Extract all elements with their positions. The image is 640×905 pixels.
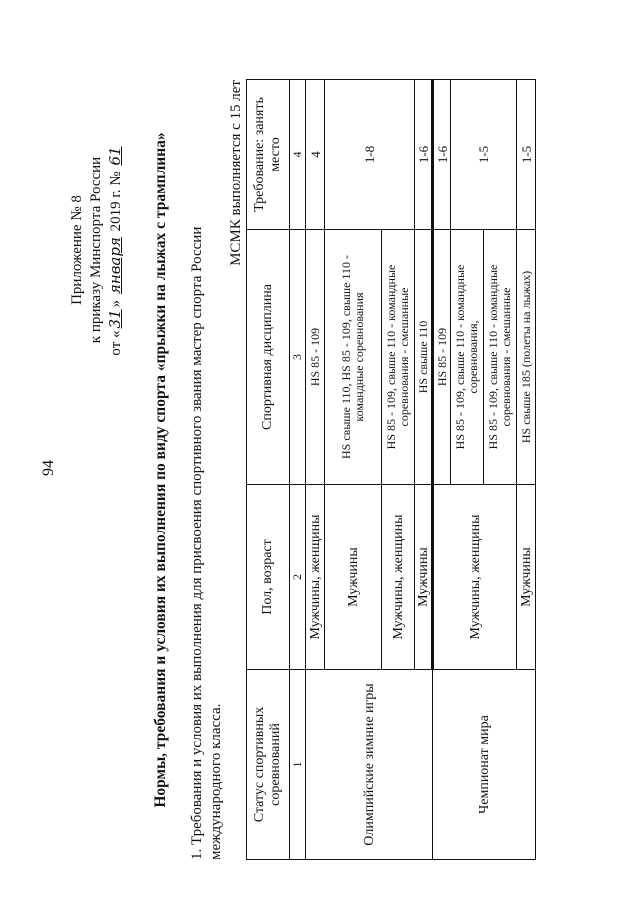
place-cell: 1-8 <box>325 80 415 230</box>
header-row <box>247 80 290 860</box>
appendix-header <box>68 100 126 400</box>
discipline-cell: HS 85 - 109, свыше 110 - командные соревнования, <box>451 230 484 485</box>
discipline-cell: HS 85 - 109, свыше 110 - командные соревнования - смешанные <box>382 230 415 485</box>
discipline-cell: HS 85 - 109 <box>306 230 325 485</box>
header-status: Статус спортивных соревнований <box>247 670 290 860</box>
date-mid: » <box>108 299 124 308</box>
table-row <box>433 80 451 860</box>
col-number-1: 1 <box>290 670 306 860</box>
discipline-cell: HS 85 - 109 <box>433 230 451 485</box>
rotated-page <box>40 80 600 860</box>
table-row <box>306 80 325 860</box>
gender-cell: Мужчины <box>325 485 382 670</box>
date-day: 31 <box>106 309 124 329</box>
place-cell: 1-6 <box>415 80 433 230</box>
appendix-date-line <box>106 100 126 400</box>
discipline-cell: HS свыше 185 (полеты на лыжах) <box>517 230 536 485</box>
status-world: Чемпионат мира <box>433 670 536 860</box>
col-number-2: 2 <box>290 485 306 670</box>
header-gender: Пол, возраст <box>247 485 290 670</box>
section-paragraph: 1. Требования и условия их выполнения для присвоения спортивного звания мастер спорта России международного класса. <box>189 226 224 860</box>
header-discipline: Спортивная дисциплина <box>247 230 290 485</box>
appendix-line-1: Приложение № 8 <box>69 195 85 305</box>
discipline-cell: HS свыше 110, HS 85 - 109, свыше 110 - командные соревнования <box>325 230 382 485</box>
gender-cell: Мужчины, женщины <box>306 485 325 670</box>
column-number-row <box>290 80 306 860</box>
place-cell: 1-5 <box>451 80 517 230</box>
place-cell: 4 <box>306 80 325 230</box>
discipline-cell: HS свыше 110 <box>415 230 433 485</box>
norms-table <box>246 79 536 860</box>
status-olympic: Олимпийские зимние игры <box>306 670 433 860</box>
col-number-3: 3 <box>290 230 306 485</box>
header-requirement: Требование: занять место <box>247 80 290 230</box>
discipline-cell: HS 85 - 109, свыше 110 - командные соревнования - смешанные <box>484 230 517 485</box>
place-cell: 1-6 <box>433 80 451 230</box>
gender-cell: Мужчины, женщины <box>382 485 415 670</box>
order-number: 61 <box>106 146 124 166</box>
place-cell: 1-5 <box>517 80 536 230</box>
date-month: января <box>106 237 124 295</box>
gender-cell: Мужчины <box>517 485 536 670</box>
mcmk-age-note: МСМК выполняется с 15 лет <box>228 80 244 266</box>
col-number-4: 4 <box>290 80 306 230</box>
document-title: Нормы, требования и условия их выполнения по виду спорта «прыжки на лыжах с трамплина» <box>152 132 169 808</box>
appendix-line-2: к приказу Минспорта России <box>88 156 104 344</box>
gender-cell: Мужчины, женщины <box>433 485 517 670</box>
gender-cell: Мужчины <box>415 485 433 670</box>
page-number: 94 <box>40 460 57 476</box>
date-prefix: от « <box>108 330 124 356</box>
date-year: 2019 г. № <box>108 171 124 232</box>
